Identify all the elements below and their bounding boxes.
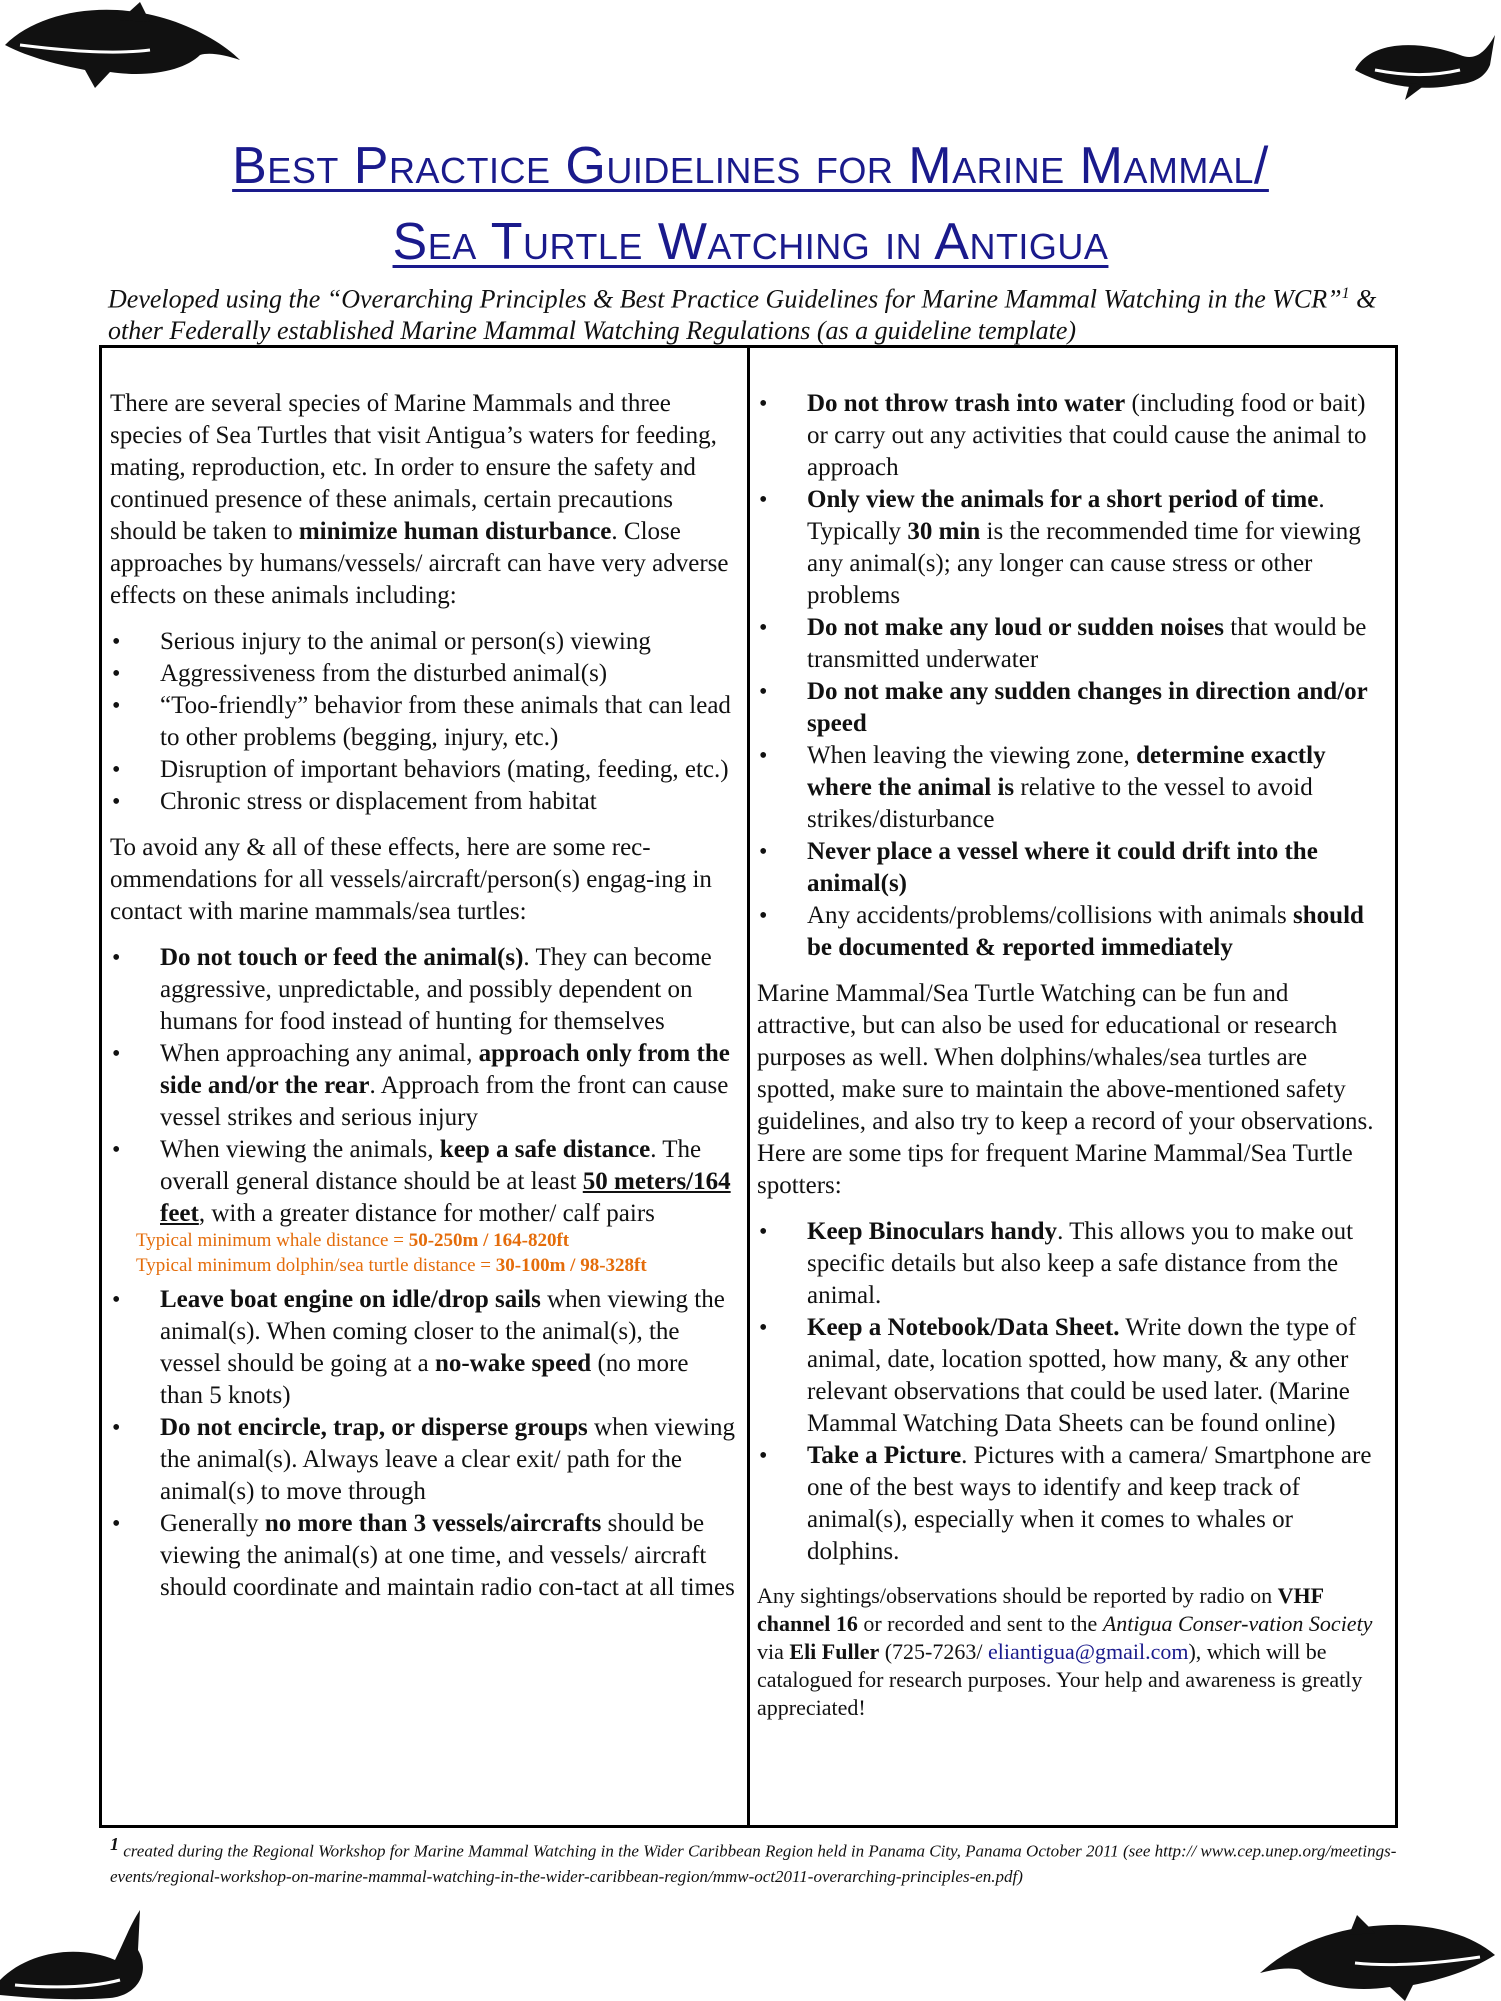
watching-paragraph: Marine Mammal/Sea Turtle Watching can be fun and attractive, but can also be used for educational or research purposes as well. When dolphins/whales/sea turtles are spotted, make sure to maintain the above-mentioned safety guidelines, and also try to keep a record of your observations. Here are some tips for frequent Marine Mammal/Sea Turtle spotters: — [757, 980, 1374, 1199]
report-text-d: (725-7263/ — [879, 1639, 988, 1664]
r2-bold-2: 30 min — [907, 518, 981, 545]
whale-icon — [0, 1900, 160, 2001]
t1-bold: Keep Binoculars handy — [807, 1218, 1058, 1245]
email-link[interactable]: eliantigua@gmail.com — [987, 1639, 1189, 1664]
report-text-b: or recorded and sent to the — [857, 1611, 1103, 1636]
r1-text: (including food or bait) or carry out any activities that could cause the animal to approach — [807, 390, 1367, 481]
rec6-text-a: Generally — [160, 1510, 265, 1537]
r5-text-b: relative to the vessel to avoid strikes/disturbance — [807, 774, 1313, 833]
t1-text: . This allows you to make out specific details but also keep a safe distance from the animal. — [807, 1218, 1354, 1309]
report-text-c: via — [757, 1639, 790, 1664]
right-column — [757, 388, 1389, 1736]
dolphin-icon — [0, 0, 250, 90]
list-item: • Chronic stress or displacement from habitat — [110, 786, 737, 818]
report-text-e: ), which will be catalogued for research purposes. Your help and awareness is greatly appreciated! — [757, 1639, 1363, 1720]
list-item — [110, 942, 737, 1038]
intro-paragraph — [110, 388, 737, 612]
intro-text-b: . Close approaches by humans/vessels/ aircraft can have very adverse effects on these animals including: — [110, 518, 729, 609]
rec3-distance: 50 meters/164 feet — [160, 1168, 731, 1227]
footnote-mark: 1 — [110, 1834, 119, 1854]
recommendations-list — [110, 942, 737, 1230]
list-item — [757, 612, 1389, 676]
list-item — [757, 900, 1389, 964]
rec4-bold-2: no-wake speed — [434, 1350, 592, 1377]
t2-text: Write down the type of animal, date, location spotted, how many, & any other relevant observations that could be used later. (Marine Mammal Watching Data Sheets can be found online) — [807, 1314, 1357, 1437]
list-item — [757, 484, 1389, 612]
whale-distance-note — [136, 1228, 737, 1253]
r4-bold: Do not make any sudden changes in direction and/or speed — [807, 678, 1368, 737]
t3-text: . Pictures with a camera/ Smartphone are one of the best ways to identify and keep track of animal(s), especially when it comes to whales or dolphins. — [807, 1442, 1372, 1565]
dolphin-distance-note — [136, 1253, 737, 1278]
list-item: • “Too-friendly” behavior from these animals that can lead to other problems (begging, injury, etc.) — [110, 690, 737, 754]
r7-text-a: Any accidents/problems/collisions with animals — [807, 902, 1294, 929]
list-item — [110, 1508, 737, 1604]
page-title — [0, 128, 1501, 280]
r2-text-a: . Typically — [807, 486, 1325, 545]
title-line-2: Sea Turtle Watching in Antigua — [392, 213, 1109, 271]
column-divider — [747, 345, 750, 1828]
list-item — [110, 1412, 737, 1508]
t3-bold: Take a Picture — [807, 1442, 962, 1469]
rec4-bold: Leave boat engine on idle/drop sails — [160, 1286, 541, 1313]
intro-bold: minimize human disturbance — [298, 518, 612, 545]
list-item — [757, 1216, 1389, 1312]
report-text-a: Any sightings/observations should be reported by radio on — [757, 1583, 1278, 1608]
subtitle-text-a: Developed using the “Overarching Principles & Best Practice Guidelines for Marine Mammal Watching in the WCR” — [108, 284, 1342, 314]
distance-notes — [110, 1228, 737, 1278]
report-italic: Antigua Conser-vation Society — [1102, 1611, 1373, 1636]
intro-text-a: There are several species of Marine Mammals and three species of Sea Turtles that visit Antigua’s waters for feeding, mating, reproduction, etc. In order to ensure the safety and continued presence of these animals, certain precautions should be taken to — [110, 390, 717, 545]
footnote — [110, 1832, 1400, 1889]
r7-bold: should be documented & reported immediately — [807, 902, 1364, 961]
title-line-1: Best Practice Guidelines for Marine Mammal/ — [232, 137, 1269, 195]
rec5-bold: Do not encircle, trap, or disperse groups — [160, 1414, 588, 1441]
list-item — [110, 1284, 737, 1412]
rec3-text-b: . The overall general distance should be at least — [160, 1136, 702, 1195]
subtitle-text-b: & other Federally established Marine Mammal Watching Regulations (as a guideline template) — [108, 284, 1377, 345]
report-paragraph — [757, 1582, 1389, 1722]
list-item — [757, 740, 1389, 836]
rec1-text: . They can become aggressive, unpredictable, and possibly dependent on humans for food instead of hunting for themselves — [160, 944, 712, 1035]
rec3-text-c: , with a greater distance for mother/ calf pairs — [198, 1200, 655, 1227]
rec3-text-a: When viewing the animals, — [160, 1136, 440, 1163]
effects-list — [110, 626, 737, 818]
r5-text-a: When leaving the viewing zone, — [807, 742, 1137, 769]
rec2-text-a: When approaching any animal, — [160, 1040, 479, 1067]
rec6-text-b: should be viewing the animal(s) at one time, and vessels/ aircraft should coordinate and maintain radio con-tact at all times — [160, 1510, 735, 1601]
footnote-text: created during the Regional Workshop for Marine Mammal Watching in the Wider Caribbean Region held in Panama City, Panama October 2011 (see http:// www.cep.unep.org/meetings-events/regional-workshop-on-marine-mammal-watching-in-the-wider-caribbean-region/mmw-oct2011-overarching-principles-en.pdf) — [110, 1841, 1397, 1886]
whale-distance-label: Typical minimum whale distance = — [136, 1230, 409, 1251]
whale-distance-value: 50-250m / 164-820ft — [408, 1230, 570, 1251]
rec5-text: when viewing the animal(s). Always leave a clear exit/ path for the animal(s) to move through — [160, 1414, 735, 1505]
list-item — [757, 836, 1389, 900]
list-item: • Aggressiveness from the disturbed animal(s) — [110, 658, 737, 690]
dolphin-distance-value: 30-100m / 98-328ft — [495, 1255, 647, 1276]
report-bold: VHF channel 16 — [757, 1583, 1324, 1636]
list-item — [757, 1312, 1389, 1440]
whale-icon — [1350, 15, 1500, 105]
subtitle-footnote-mark: 1 — [1341, 285, 1350, 302]
recommendations-list-cont — [110, 1284, 737, 1604]
t2-bold: Keep a Notebook/Data Sheet. — [807, 1314, 1120, 1341]
list-item — [757, 1440, 1389, 1568]
r6-bold: Never place a vessel where it could drift into the animal(s) — [807, 838, 1318, 897]
r5-bold: determine exactly where the animal is — [807, 742, 1326, 801]
rec4-text-b: (no more than 5 knots) — [160, 1350, 689, 1409]
r3-bold: Do not make any loud or sudden noises — [807, 614, 1225, 641]
list-item: • Disruption of important behaviors (mating, feeding, etc.) — [110, 754, 737, 786]
r2-bold: Only view the animals for a short period of time — [807, 486, 1319, 513]
list-item: • Serious injury to the animal or person(s) viewing — [110, 626, 737, 658]
subtitle — [108, 278, 1408, 346]
report-bold-2: Eli Fuller — [789, 1639, 880, 1664]
rec3-bold: keep a safe distance — [439, 1136, 651, 1163]
left-column — [110, 388, 737, 1618]
r2-text-b: is the recommended time for viewing any animal(s); any longer can cause stress or other problems — [807, 518, 1361, 609]
dolphin-icon — [1245, 1915, 1501, 2001]
list-item — [757, 388, 1389, 484]
rec2-bold: approach only from the side and/or the rear — [160, 1040, 730, 1099]
rules-list — [757, 388, 1389, 964]
list-item — [110, 1134, 737, 1230]
dolphin-distance-label: Typical minimum dolphin/sea turtle distance = — [136, 1255, 496, 1276]
list-item — [110, 1038, 737, 1134]
rec2-text-b: . Approach from the front can cause vessel strikes and serious injury — [160, 1072, 729, 1131]
list-item — [757, 676, 1389, 740]
rec1-bold: Do not touch or feed the animal(s) — [160, 944, 524, 971]
tips-list — [757, 1216, 1389, 1568]
rec6-bold: no more than 3 vessels/aircrafts — [264, 1510, 602, 1537]
r3-text: that would be transmitted underwater — [807, 614, 1367, 673]
r1-bold: Do not throw trash into water — [807, 390, 1126, 417]
avoid-paragraph: To avoid any & all of these effects, here are some rec-ommendations for all vessels/aircraft/person(s) engag-ing in contact with marine mammals/sea turtles: — [110, 834, 712, 925]
rec4-text-a: when viewing the animal(s). When coming closer to the animal(s), the vessel should be going at a — [160, 1286, 725, 1377]
